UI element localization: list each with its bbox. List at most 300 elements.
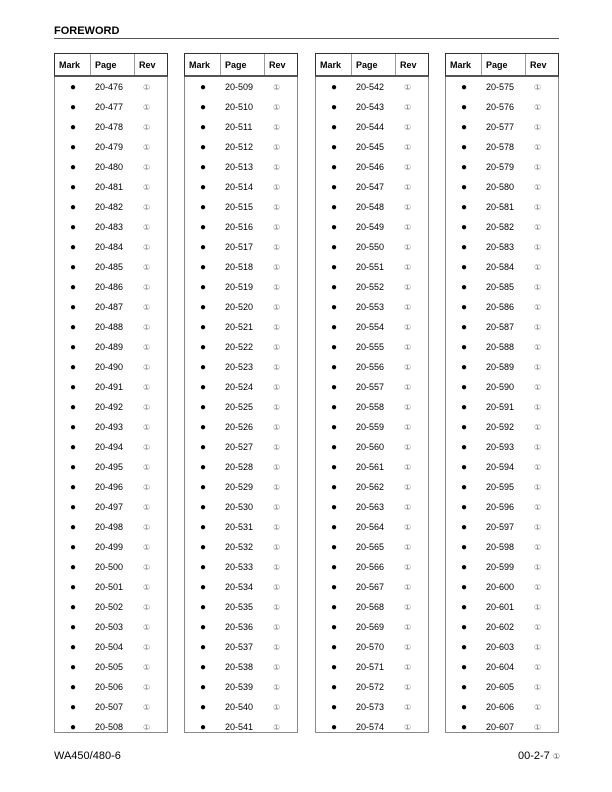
page-cell: 20-492 xyxy=(95,402,124,412)
page-cell: 20-571 xyxy=(356,662,385,672)
page-cell: 20-601 xyxy=(486,602,515,612)
page-cell: 20-551 xyxy=(356,262,385,272)
revision-mark-icon: ① xyxy=(273,702,281,712)
page-cell: 20-547 xyxy=(356,182,385,192)
page-cell: 20-509 xyxy=(225,82,254,92)
revision-mark-icon: ① xyxy=(534,282,542,292)
revision-mark-icon: ① xyxy=(273,622,281,632)
mark-bullet-icon: ● xyxy=(69,521,77,533)
revision-mark-icon: ① xyxy=(534,382,542,392)
page-cell: 20-489 xyxy=(95,342,124,352)
mark-bullet-icon: ● xyxy=(199,481,207,493)
footer-model: WA450/480-6 xyxy=(54,750,121,762)
mark-bullet-icon: ● xyxy=(69,601,77,613)
page-cell: 20-521 xyxy=(225,322,254,332)
table-row xyxy=(316,217,428,237)
page-cell: 20-524 xyxy=(225,382,254,392)
mark-bullet-icon: ● xyxy=(69,141,77,153)
revision-mark-icon: ① xyxy=(273,222,281,232)
revision-mark-icon: ① xyxy=(404,302,412,312)
page-cell: 20-584 xyxy=(486,262,515,272)
page-cell: 20-507 xyxy=(95,702,124,712)
mark-bullet-icon: ● xyxy=(69,421,77,433)
table-row xyxy=(316,237,428,257)
revision-mark-icon: ① xyxy=(143,602,151,612)
table-row xyxy=(55,337,167,357)
revision-mark-icon: ① xyxy=(404,82,412,92)
page-cell: 20-580 xyxy=(486,182,515,192)
revision-mark-icon: ① xyxy=(534,462,542,472)
page-cell: 20-564 xyxy=(356,522,385,532)
page-cell: 20-574 xyxy=(356,722,385,732)
revision-mark-icon: ① xyxy=(143,342,151,352)
table-row xyxy=(55,477,167,497)
revision-mark-icon: ① xyxy=(404,242,412,252)
mark-bullet-icon: ● xyxy=(330,261,338,273)
table-row xyxy=(55,537,167,557)
table-row xyxy=(316,517,428,537)
mark-bullet-icon: ● xyxy=(199,181,207,193)
column-header-mark: Mark xyxy=(316,54,352,75)
revision-mark-icon: ① xyxy=(143,702,151,712)
mark-bullet-icon: ● xyxy=(199,201,207,213)
mark-bullet-icon: ● xyxy=(330,101,338,113)
column-header-page: Page xyxy=(482,54,526,75)
table-row xyxy=(446,257,558,277)
revision-mark-icon: ① xyxy=(143,262,151,272)
revision-mark-icon: ① xyxy=(143,202,151,212)
table-row xyxy=(185,457,297,477)
table-row xyxy=(446,657,558,677)
revision-mark-icon: ① xyxy=(404,282,412,292)
revision-mark-icon: ① xyxy=(273,362,281,372)
page-cell: 20-606 xyxy=(486,702,515,712)
mark-bullet-icon: ● xyxy=(460,281,468,293)
mark-bullet-icon: ● xyxy=(460,721,468,733)
table-row xyxy=(55,637,167,657)
mark-bullet-icon: ● xyxy=(330,161,338,173)
mark-bullet-icon: ● xyxy=(199,721,207,733)
page-cell: 20-502 xyxy=(95,602,124,612)
page-cell: 20-517 xyxy=(225,242,254,252)
page-cell: 20-491 xyxy=(95,382,124,392)
revision-mark-icon: ① xyxy=(404,482,412,492)
revision-mark-icon: ① xyxy=(273,582,281,592)
revision-mark-icon: ① xyxy=(534,562,542,572)
mark-bullet-icon: ● xyxy=(330,461,338,473)
page-cell: 20-591 xyxy=(486,402,515,412)
page-cell: 20-527 xyxy=(225,442,254,452)
page-cell: 20-503 xyxy=(95,622,124,632)
revision-mark-icon: ① xyxy=(273,342,281,352)
revision-mark-icon: ① xyxy=(273,82,281,92)
revision-mark-icon: ① xyxy=(143,222,151,232)
revision-mark-icon: ① xyxy=(534,482,542,492)
table-row xyxy=(446,717,558,737)
revision-mark-icon: ① xyxy=(534,302,542,312)
page-cell: 20-515 xyxy=(225,202,254,212)
table-row xyxy=(446,697,558,717)
column-header-page: Page xyxy=(91,54,135,75)
revision-mark-icon: ① xyxy=(273,502,281,512)
mark-bullet-icon: ● xyxy=(199,341,207,353)
mark-bullet-icon: ● xyxy=(69,561,77,573)
page-cell: 20-500 xyxy=(95,562,124,572)
page-cell: 20-505 xyxy=(95,662,124,672)
table-header xyxy=(315,53,429,77)
mark-bullet-icon: ● xyxy=(199,541,207,553)
page-cell: 20-526 xyxy=(225,422,254,432)
table-row xyxy=(316,617,428,637)
mark-bullet-icon: ● xyxy=(330,701,338,713)
table-row xyxy=(446,357,558,377)
revision-mark-icon: ① xyxy=(273,542,281,552)
revision-mark-icon: ① xyxy=(273,682,281,692)
table-row xyxy=(55,597,167,617)
mark-bullet-icon: ● xyxy=(330,661,338,673)
revision-mark-icon: ① xyxy=(534,222,542,232)
table-row xyxy=(55,137,167,157)
revision-mark-icon: ① xyxy=(404,642,412,652)
page-cell: 20-514 xyxy=(225,182,254,192)
page-cell: 20-605 xyxy=(486,682,515,692)
mark-bullet-icon: ● xyxy=(199,441,207,453)
page-cell: 20-476 xyxy=(95,82,124,92)
page-cell: 20-565 xyxy=(356,542,385,552)
page-cell: 20-581 xyxy=(486,202,515,212)
footer-page-number xyxy=(518,750,560,762)
table-row xyxy=(446,237,558,257)
mark-bullet-icon: ● xyxy=(460,581,468,593)
revision-mark-icon: ① xyxy=(534,662,542,672)
table-row xyxy=(446,497,558,517)
page-cell: 20-572 xyxy=(356,682,385,692)
page-cell: 20-504 xyxy=(95,642,124,652)
page-cell: 20-484 xyxy=(95,242,124,252)
revision-mark-icon: ① xyxy=(143,562,151,572)
mark-bullet-icon: ● xyxy=(199,521,207,533)
table-row xyxy=(446,157,558,177)
page-cell: 20-518 xyxy=(225,262,254,272)
mark-bullet-icon: ● xyxy=(199,241,207,253)
mark-bullet-icon: ● xyxy=(460,101,468,113)
table-row xyxy=(316,417,428,437)
table-row xyxy=(185,197,297,217)
page-cell: 20-549 xyxy=(356,222,385,232)
revision-mark-icon: ① xyxy=(273,422,281,432)
revision-mark-icon: ① xyxy=(404,342,412,352)
revision-mark-icon: ① xyxy=(534,82,542,92)
mark-bullet-icon: ● xyxy=(69,101,77,113)
revision-mark-icon: ① xyxy=(404,542,412,552)
page-cell: 20-539 xyxy=(225,682,254,692)
column-header-page: Page xyxy=(221,54,265,75)
table-row xyxy=(185,637,297,657)
page-cell: 20-563 xyxy=(356,502,385,512)
revision-mark-icon: ① xyxy=(404,362,412,372)
table-row xyxy=(316,197,428,217)
revision-mark-icon: ① xyxy=(404,182,412,192)
page-cell: 20-556 xyxy=(356,362,385,372)
table-row xyxy=(446,597,558,617)
revision-mark-icon: ① xyxy=(534,722,542,732)
table-row xyxy=(185,357,297,377)
table-row xyxy=(316,597,428,617)
table-row xyxy=(55,117,167,137)
table-row xyxy=(55,497,167,517)
mark-bullet-icon: ● xyxy=(460,661,468,673)
mark-bullet-icon: ● xyxy=(460,81,468,93)
mark-bullet-icon: ● xyxy=(199,121,207,133)
page-cell: 20-548 xyxy=(356,202,385,212)
mark-bullet-icon: ● xyxy=(69,161,77,173)
table-row xyxy=(446,177,558,197)
table-row xyxy=(316,257,428,277)
table-row xyxy=(316,377,428,397)
page-cell: 20-592 xyxy=(486,422,515,432)
revision-mark-icon: ① xyxy=(534,602,542,612)
page-cell: 20-522 xyxy=(225,342,254,352)
table-row xyxy=(316,677,428,697)
page-cell: 20-520 xyxy=(225,302,254,312)
page-cell: 20-498 xyxy=(95,522,124,532)
page-cell: 20-561 xyxy=(356,462,385,472)
mark-bullet-icon: ● xyxy=(330,361,338,373)
page-cell: 20-511 xyxy=(225,122,253,132)
table-row xyxy=(446,397,558,417)
table-row xyxy=(316,637,428,657)
revision-mark-icon: ① xyxy=(273,102,281,112)
revision-mark-icon: ① xyxy=(143,402,151,412)
table-row xyxy=(446,557,558,577)
table-row xyxy=(185,397,297,417)
mark-bullet-icon: ● xyxy=(460,481,468,493)
table-row xyxy=(55,557,167,577)
title-rule xyxy=(54,38,559,39)
page-cell: 20-593 xyxy=(486,442,515,452)
revision-mark-icon: ① xyxy=(404,462,412,472)
mark-bullet-icon: ● xyxy=(199,141,207,153)
table-row xyxy=(185,537,297,557)
table-row xyxy=(55,297,167,317)
revision-mark-icon: ① xyxy=(404,682,412,692)
table-row xyxy=(446,477,558,497)
revision-mark-icon: ① xyxy=(143,582,151,592)
revision-mark-icon: ① xyxy=(534,182,542,192)
revision-mark-icon: ① xyxy=(404,662,412,672)
mark-bullet-icon: ● xyxy=(69,441,77,453)
mark-bullet-icon: ● xyxy=(460,201,468,213)
mark-bullet-icon: ● xyxy=(199,501,207,513)
table-row xyxy=(55,517,167,537)
column-header-mark: Mark xyxy=(55,54,91,75)
page-cell: 20-578 xyxy=(486,142,515,152)
revision-mark-icon: ① xyxy=(143,482,151,492)
table-row xyxy=(446,677,558,697)
revision-mark-icon: ① xyxy=(404,162,412,172)
revision-mark-icon: ① xyxy=(404,442,412,452)
page-cell: 20-516 xyxy=(225,222,254,232)
page-cell: 20-597 xyxy=(486,522,515,532)
page-cell: 20-543 xyxy=(356,102,385,112)
mark-bullet-icon: ● xyxy=(199,81,207,93)
page-cell: 20-583 xyxy=(486,242,515,252)
mark-bullet-icon: ● xyxy=(330,121,338,133)
revision-mark-icon: ① xyxy=(143,182,151,192)
mark-bullet-icon: ● xyxy=(69,461,77,473)
table-row xyxy=(185,557,297,577)
mark-bullet-icon: ● xyxy=(199,581,207,593)
table-row xyxy=(55,437,167,457)
mark-bullet-icon: ● xyxy=(460,681,468,693)
table-row xyxy=(446,117,558,137)
table-row xyxy=(316,657,428,677)
table-row xyxy=(185,717,297,737)
mark-bullet-icon: ● xyxy=(69,641,77,653)
page-cell: 20-512 xyxy=(225,142,254,152)
table-row xyxy=(316,77,428,97)
table-row xyxy=(55,677,167,697)
revision-mark-icon: ① xyxy=(404,222,412,232)
revision-mark-icon: ① xyxy=(273,482,281,492)
mark-bullet-icon: ● xyxy=(460,501,468,513)
table-row xyxy=(55,77,167,97)
page-cell: 20-568 xyxy=(356,602,385,612)
mark-bullet-icon: ● xyxy=(69,481,77,493)
mark-bullet-icon: ● xyxy=(330,401,338,413)
mark-bullet-icon: ● xyxy=(69,261,77,273)
page-cell: 20-532 xyxy=(225,542,254,552)
page-cell: 20-598 xyxy=(486,542,515,552)
table-row xyxy=(185,97,297,117)
column-header-rev: Rev xyxy=(139,59,156,70)
page-cell: 20-553 xyxy=(356,302,385,312)
page-cell: 20-604 xyxy=(486,662,515,672)
page-cell: 20-525 xyxy=(225,402,254,412)
revision-mark-icon: ① xyxy=(143,442,151,452)
page-cell: 20-541 xyxy=(225,722,254,732)
mark-bullet-icon: ● xyxy=(460,361,468,373)
page-cell: 20-508 xyxy=(95,722,124,732)
table-row xyxy=(446,617,558,637)
table-row xyxy=(316,457,428,477)
revision-mark-icon: ① xyxy=(534,202,542,212)
page-cell: 20-594 xyxy=(486,462,515,472)
mark-bullet-icon: ● xyxy=(330,241,338,253)
mark-bullet-icon: ● xyxy=(69,221,77,233)
mark-bullet-icon: ● xyxy=(330,561,338,573)
mark-bullet-icon: ● xyxy=(69,201,77,213)
revision-mark-icon: ① xyxy=(273,282,281,292)
mark-bullet-icon: ● xyxy=(460,541,468,553)
page-cell: 20-576 xyxy=(486,102,515,112)
page-cell: 20-529 xyxy=(225,482,254,492)
page-cell: 20-501 xyxy=(95,582,124,592)
table-row xyxy=(185,577,297,597)
table-row xyxy=(446,77,558,97)
revision-mark-icon: ① xyxy=(143,722,151,732)
table-row xyxy=(316,537,428,557)
mark-bullet-icon: ● xyxy=(330,541,338,553)
page-cell: 20-554 xyxy=(356,322,385,332)
revision-mark-icon: ① xyxy=(143,622,151,632)
mark-bullet-icon: ● xyxy=(69,541,77,553)
page-cell: 20-480 xyxy=(95,162,124,172)
mark-bullet-icon: ● xyxy=(69,181,77,193)
revision-mark-icon: ① xyxy=(143,642,151,652)
mark-bullet-icon: ● xyxy=(460,601,468,613)
page-cell: 20-587 xyxy=(486,322,515,332)
page-cell: 20-495 xyxy=(95,462,124,472)
table-row xyxy=(55,697,167,717)
revision-mark-icon: ① xyxy=(534,702,542,712)
page-cell: 20-538 xyxy=(225,662,254,672)
revision-mark-icon: ① xyxy=(404,202,412,212)
revision-mark-icon: ① xyxy=(404,382,412,392)
revision-mark-icon: ① xyxy=(273,122,281,132)
table-row xyxy=(446,437,558,457)
table-row xyxy=(185,157,297,177)
table-row xyxy=(446,197,558,217)
page-cell: 20-558 xyxy=(356,402,385,412)
mark-bullet-icon: ● xyxy=(330,301,338,313)
table-row xyxy=(55,217,167,237)
page-cell: 20-490 xyxy=(95,362,124,372)
revision-mark-icon: ① xyxy=(143,162,151,172)
mark-bullet-icon: ● xyxy=(460,621,468,633)
revision-mark-icon: ① xyxy=(404,582,412,592)
mark-bullet-icon: ● xyxy=(460,181,468,193)
revision-mark-icon: ① xyxy=(143,422,151,432)
table-row xyxy=(185,297,297,317)
page-cell: 20-555 xyxy=(356,342,385,352)
table-row xyxy=(446,377,558,397)
revision-mark-icon: ① xyxy=(404,562,412,572)
mark-bullet-icon: ● xyxy=(330,721,338,733)
mark-bullet-icon: ● xyxy=(69,681,77,693)
table-row xyxy=(316,697,428,717)
table-row xyxy=(446,277,558,297)
table-row xyxy=(316,717,428,737)
revision-mark-icon: ① xyxy=(534,242,542,252)
revision-mark-icon: ① xyxy=(552,752,560,761)
mark-bullet-icon: ● xyxy=(330,441,338,453)
page-cell: 20-494 xyxy=(95,442,124,452)
mark-bullet-icon: ● xyxy=(460,441,468,453)
table-row xyxy=(185,597,297,617)
page-title: FOREWORD xyxy=(54,25,120,37)
page-cell: 20-560 xyxy=(356,442,385,452)
mark-bullet-icon: ● xyxy=(330,481,338,493)
table-row xyxy=(55,457,167,477)
table-row xyxy=(446,97,558,117)
revision-mark-icon: ① xyxy=(404,702,412,712)
mark-bullet-icon: ● xyxy=(460,401,468,413)
table-row xyxy=(316,557,428,577)
mark-bullet-icon: ● xyxy=(460,321,468,333)
revision-mark-icon: ① xyxy=(273,322,281,332)
mark-bullet-icon: ● xyxy=(330,201,338,213)
revision-mark-icon: ① xyxy=(534,262,542,272)
revision-mark-icon: ① xyxy=(143,362,151,372)
table-row xyxy=(55,197,167,217)
revision-mark-icon: ① xyxy=(143,82,151,92)
revision-mark-icon: ① xyxy=(143,382,151,392)
revision-mark-icon: ① xyxy=(143,302,151,312)
page-cell: 20-483 xyxy=(95,222,124,232)
mark-bullet-icon: ● xyxy=(330,141,338,153)
table-row xyxy=(55,717,167,737)
